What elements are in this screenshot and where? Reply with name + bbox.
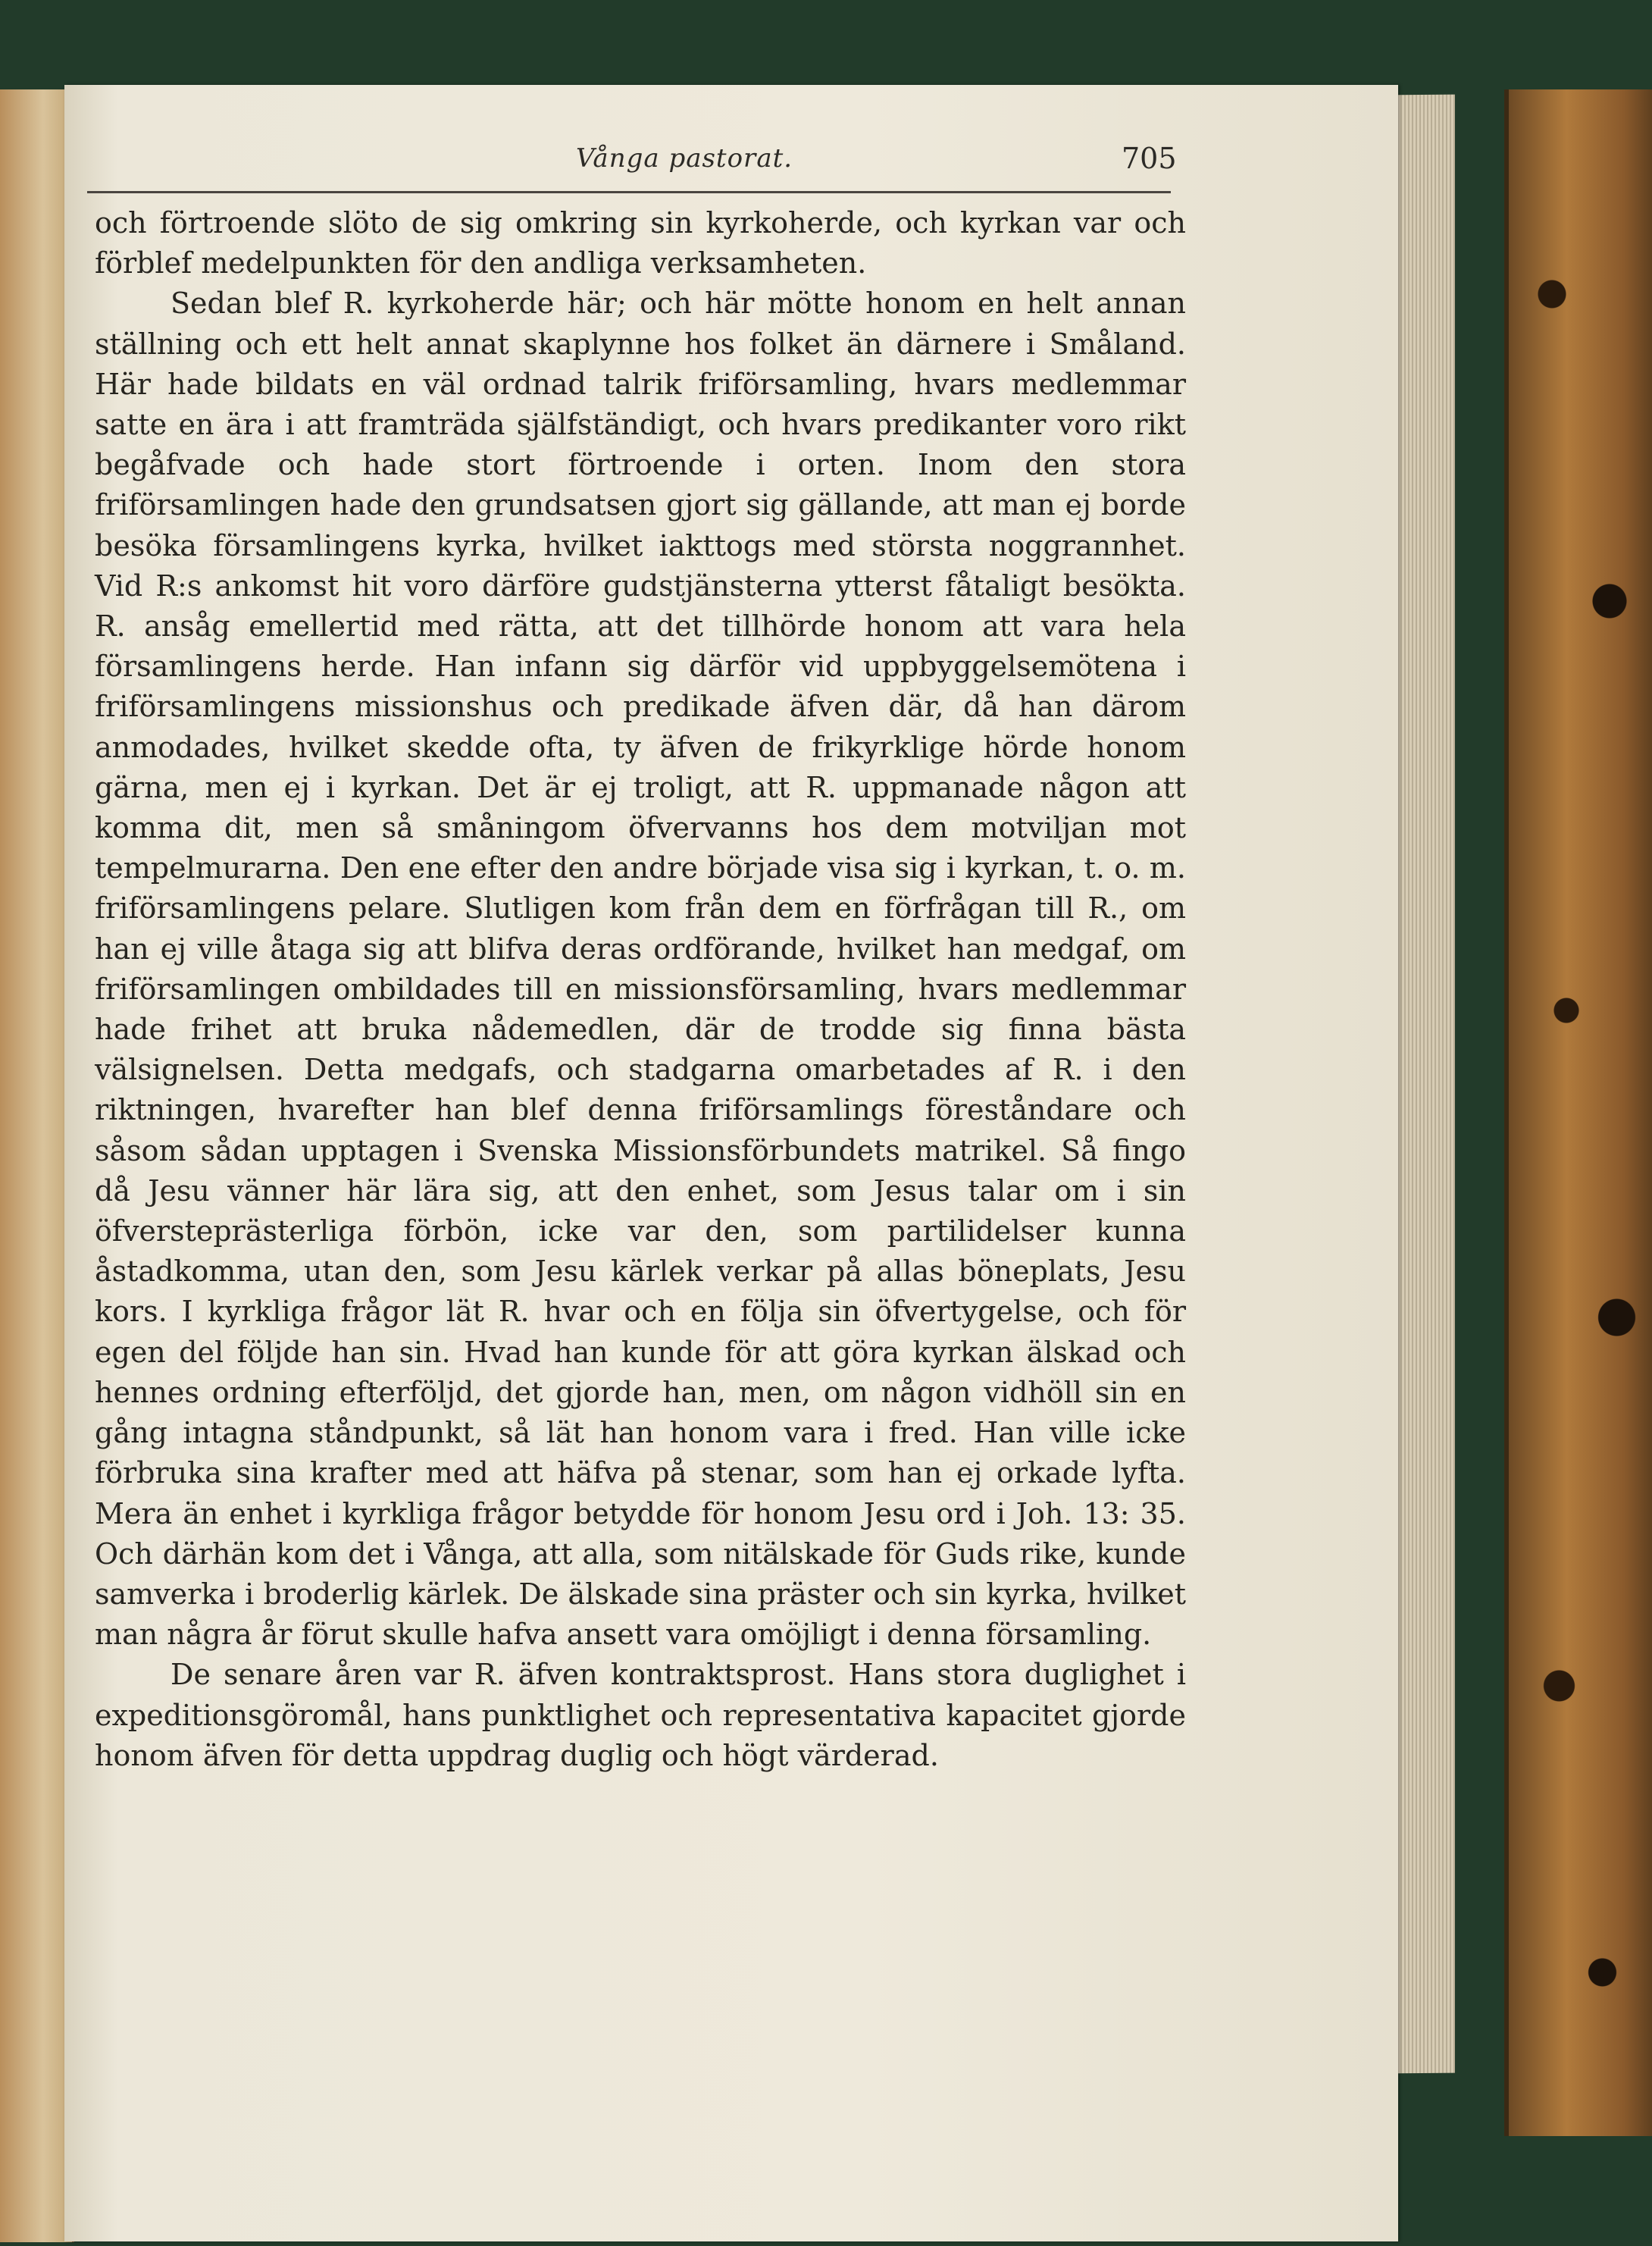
paragraph: Sedan blef R. kyrkoherde här; och här mötte honom en helt annan ställning och ett helt annat skaplynne hos folket än därnere i Småland. Här hade bildats en väl ordnad talrik friförsamling, hvars medlemmar satte en ära i att framträda själfständigt, och hvars predikanter voro rikt begåfvade och hade stort förtroende i orten. Inom den stora friförsamlingen hade den grundsatsen gjort sig gällande, att man ej borde besöka församlingens kyrka, hvilket iakttogs med största noggrannhet. Vid R:s ankomst hit voro därföre gudstjänsterna ytterst fåtaligt besökta. R. ansåg emellertid med rätta, att det tillhörde honom att vara hela församlingens herde. Han infann sig därför vid uppbyggelsemötena i friförsamlingens missionshus och predikade äfven där, då han därom anmodades, hvilket skedde ofta, ty äfven de frikyrklige hörde honom gärna, men ej i kyrkan. Det är ej troligt, att R. uppmanade någon att komma dit, men så småningom öfvervanns hos dem motviljan mot tempelmurarna. Den ene efter den andre började visa sig i kyrkan, t. o. m. friförsamlingens pelare. Slutligen kom från dem en förfrågan till R., om han ej ville åtaga sig att blifva deras ordförande, hvilket han medgaf, om friförsamlingen ombildades till en missionsförsamling, hvars medlemmar hade frihet att bruka nådemedlen, där de trodde sig finna bästa välsignelsen. Detta medgafs, och stadgarna omarbetades af R. i den riktningen, hvarefter han blef denna friförsamlings föreståndare och såsom sådan upptagen i Svenska Missionsförbundets matrikel. Så fingo då Jesu vänner här lära sig, att den enhet, som Jesus talar om i sin öfversteprästerliga förbön, icke var den, som partilidelser kunna åstadkomma, utan den, som Jesu kärlek verkar på allas böneplats, Jesu kors. I kyrkliga frågor lät R. hvar och en följa sin öfvertygelse, och för egen del följde han sin. Hvad han kunde för att göra kyrkan älskad och hennes ordning efterföljd, det gjorde han, men, om någon vidhöll sin en gång intagna ståndpunkt, så lät han honom vara i fred. Han ville icke förbruka sina krafter med att häfva på stenar, som han ej orkade lyfta. Mera än enhet i kyrkliga frågor betydde för honom Jesu ord i Joh. 13: 35. Och därhän kom det i Vånga, att alla, som nitälskade för Guds rike, kunde samverka i broderlig kärlek. De älskade sina präster och sin kyrka, hvilket man några år förut skulle hafva ansett vara omöjligt i denna församling. (95, 287, 1186, 1652)
book-cover (1504, 89, 1652, 2136)
paragraph: och förtroende slöto de sig omkring sin kyrkoherde, och kyrkan var och förblef medelpunkten för den andliga verksamheten. (95, 206, 1186, 280)
page-header (91, 140, 1177, 186)
body-text (95, 203, 1186, 1776)
running-title: Vånga pastorat. (576, 143, 793, 174)
header-rule (87, 191, 1171, 193)
page-number: 705 (1122, 142, 1177, 175)
left-page-edge (0, 89, 74, 2242)
paragraph: De senare åren var R. äfven kontraktsprost. Hans stora duglighet i expeditionsgöromål, hans punktlighet och representativa kapacitet gjorde honom äfven för detta uppdrag duglig och högt värderad. (95, 1658, 1186, 1772)
